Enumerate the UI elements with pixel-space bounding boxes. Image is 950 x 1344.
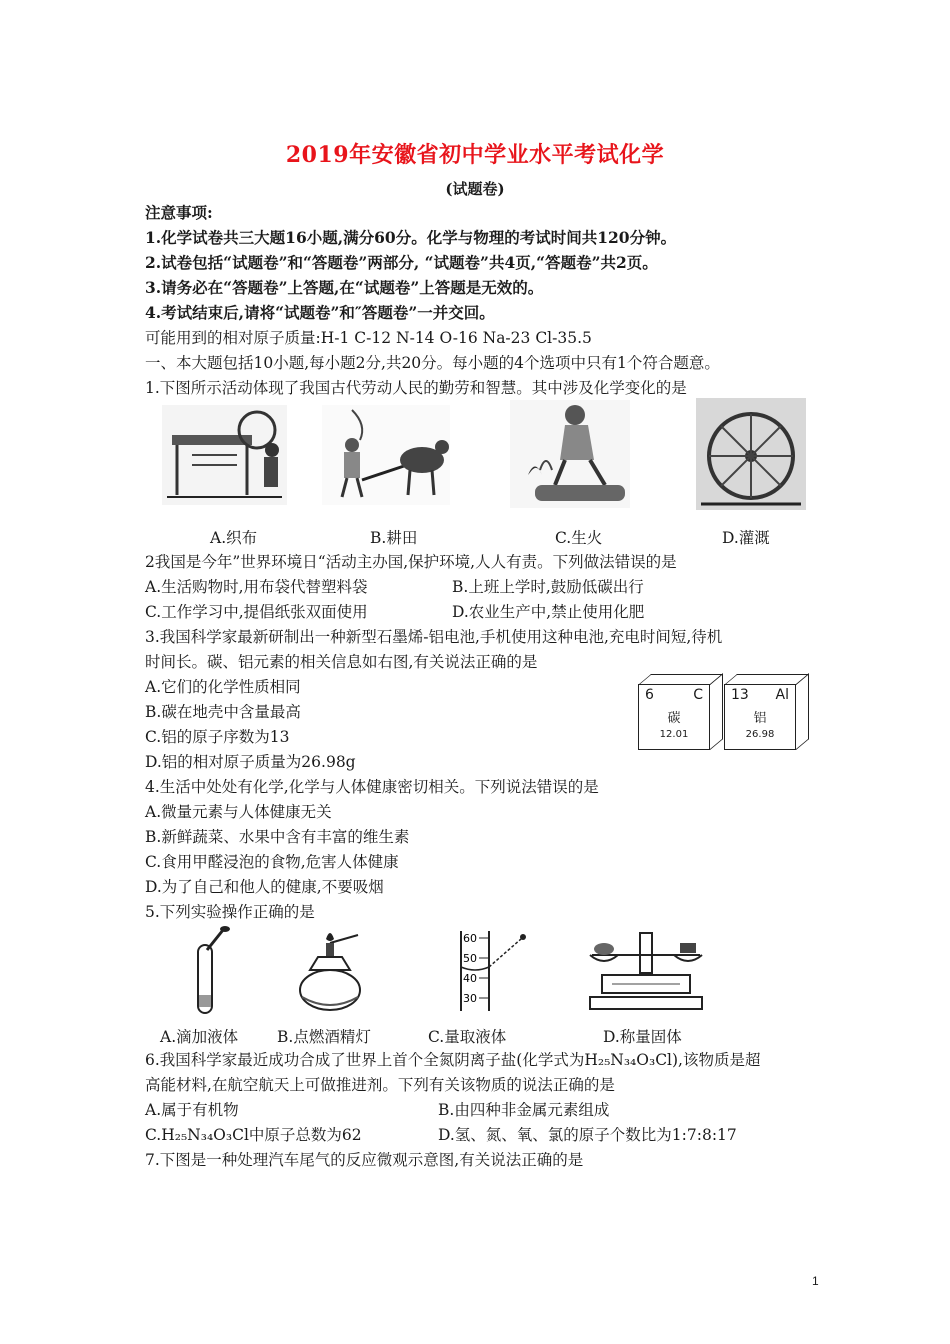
q1-option-a: A.织布 (210, 529, 258, 547)
q1-image-irrigation (696, 398, 806, 510)
q1-image-fire (510, 400, 630, 508)
note-item-1: 1.化学试卷共三大题16小题,满分60分。化学与物理的考试时间共120分钟。 (145, 228, 677, 247)
q4-stem: 4.生活中处处有化学,化学与人体健康密切相关。下列说法错误的是 (145, 778, 599, 796)
element-mass: 26.98 (745, 729, 775, 740)
note-item-3: 3.请务必在“答题卷”上答题,在“试题卷”上答题是无效的。 (145, 278, 544, 297)
q6-option-c: C.H₂₅N₃₄O₃Cl中原子总数为62 (145, 1126, 362, 1144)
tick-label: 60 (463, 932, 477, 945)
q5-option-d: D.称量固体 (603, 1028, 682, 1046)
q3-option-c: C.铝的原子序数为13 (145, 728, 290, 746)
q3-stem-line1: 3.我国科学家最新研制出一种新型石墨烯-铝电池,手机使用这种电池,充电时间短,待机 (145, 628, 723, 646)
element-number: 6 (645, 687, 654, 703)
element-number: 13 (731, 687, 749, 703)
element-name: 碳 (667, 711, 681, 726)
q1-image-ploughing (322, 405, 450, 505)
q5-option-a: A.滴加液体 (160, 1028, 239, 1046)
exam-title: 2019年安徽省初中学业水平考试化学 (285, 142, 665, 168)
q4-option-b: B.新鲜蔬菜、水果中含有丰富的维生素 (145, 828, 410, 846)
element-mass: 12.01 (659, 729, 689, 740)
tick-label: 30 (463, 992, 477, 1005)
element-symbol: C (693, 687, 703, 703)
q2-option-a: A.生活购物时,用布袋代替塑料袋 (145, 578, 368, 596)
note-item-2: 2.试卷包括“试题卷”和“答题卷”两部分, “试题卷”共4页,“答题卷”共2页。 (145, 253, 658, 272)
section1-intro: 一、本大题包括10小题,每小题2分,共20分。每小题的4个选项中只有1个符合题意。 (145, 354, 720, 372)
q5-image-balance (582, 925, 710, 1017)
q6-option-a: A.属于有机物 (145, 1101, 239, 1119)
q3-stem-line2: 时间长。碳、铝元素的相关信息如右图,有关说法正确的是 (145, 653, 538, 671)
q1-option-c: C.生火 (555, 529, 603, 547)
tick-label: 40 (463, 972, 477, 985)
q2-stem: 2我国是今年”世界环境日“活动主办国,保护环境,人人有责。下列做法错误的是 (145, 553, 677, 571)
q5-image-alcohol-lamp (290, 925, 370, 1017)
element-symbol: Al (775, 687, 789, 703)
q5-image-dropper (185, 925, 235, 1017)
q2-option-d: D.农业生产中,禁止使用化肥 (452, 603, 645, 621)
notes-heading: 注意事项: (145, 203, 213, 222)
q1-option-d: D.灌溉 (722, 529, 770, 547)
q6-option-d: D.氢、氮、氧、氯的原子个数比为1:7:8:17 (438, 1126, 737, 1144)
q1-image-weaving (162, 405, 287, 505)
q5-option-b: B.点燃酒精灯 (277, 1028, 371, 1046)
note-item-4: 4.考试结束后,请将“试题卷”和″答题卷”一并交回。 (145, 303, 495, 322)
q3-option-d: D.铝的相对原子质量为26.98g (145, 753, 356, 771)
element-name: 铝 (753, 711, 767, 726)
page-number: 1 (812, 1274, 819, 1288)
q6-option-b: B.由四种非金属元素组成 (438, 1101, 610, 1119)
q4-option-c: C.食用甲醛浸泡的食物,危害人体健康 (145, 853, 399, 871)
q4-option-d: D.为了自己和他人的健康,不要吸烟 (145, 878, 384, 896)
q3-option-b: B.碳在地壳中含量最高 (145, 703, 301, 721)
q1-stem: 1.下图所示活动体现了我国古代劳动人民的勤劳和智慧。其中涉及化学变化的是 (145, 379, 687, 397)
q5-stem: 5.下列实验操作正确的是 (145, 903, 315, 921)
tick-label: 50 (463, 952, 477, 965)
q1-option-b: B.耕田 (370, 529, 418, 547)
q5-image-measuring-cylinder (455, 925, 535, 1017)
q6-stem-line2: 高能材料,在航空航天上可做推进剂。下列有关该物质的说法正确的是 (145, 1076, 615, 1094)
exam-subtitle: (试题卷) (445, 180, 505, 198)
q7-stem: 7.下图是一种处理汽车尾气的反应微观示意图,有关说法正确的是 (145, 1151, 584, 1169)
q6-stem-line1: 6.我国科学家最近成功合成了世界上首个全氮阴离子盐(化学式为H₂₅N₃₄O₃Cl),该物质是超 (145, 1051, 761, 1069)
atomic-mass-line: 可能用到的相对原子质量:H-1 C-12 N-14 O-16 Na-23 Cl-35.5 (145, 329, 592, 347)
q4-option-a: A.微量元素与人体健康无关 (145, 803, 332, 821)
q2-option-b: B.上班上学时,鼓励低碳出行 (452, 578, 644, 596)
q3-option-a: A.它们的化学性质相同 (145, 678, 301, 696)
q5-option-c: C.量取液体 (428, 1028, 507, 1046)
q2-option-c: C.工作学习中,提倡纸张双面使用 (145, 603, 368, 621)
